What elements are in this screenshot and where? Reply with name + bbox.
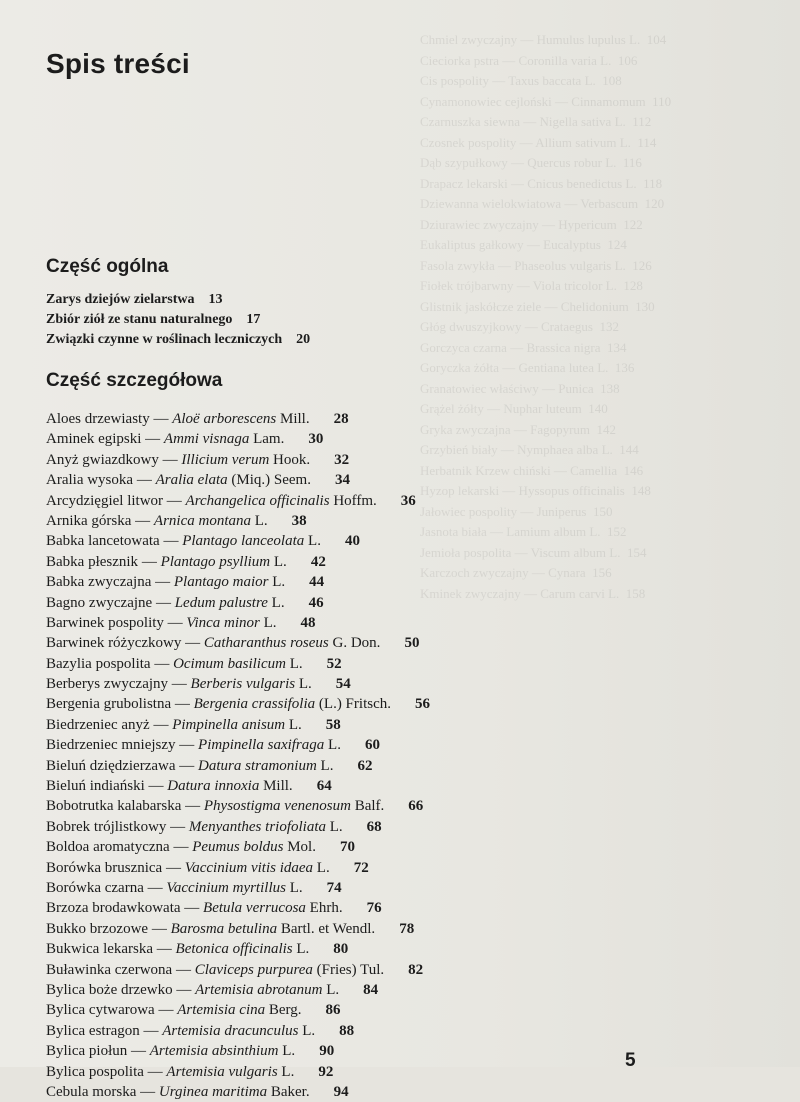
plant-author: Bartl. et Wendl. bbox=[280, 920, 376, 937]
plant-common-name: Biedrzeniec anyż bbox=[46, 716, 150, 733]
plant-latin-name: Artemisia vulgaris bbox=[166, 1063, 278, 1080]
plant-author: (Miq.) Seem. bbox=[231, 472, 311, 489]
plant-common-name: Berberys zwyczajny bbox=[46, 676, 169, 693]
plant-common-name: Borówka czarna bbox=[46, 879, 144, 896]
plant-page-number: 80 bbox=[333, 941, 349, 958]
plant-latin-name: Berberis vulgaris bbox=[190, 676, 296, 693]
plant-author: Mol. bbox=[287, 839, 316, 856]
plant-common-name: Anyż gwiazdkowy bbox=[46, 451, 159, 468]
plant-entry: Bieluń indiański — Datura innoxia Mill. 64 bbox=[46, 778, 332, 795]
plant-author: G. Don. bbox=[332, 635, 381, 652]
plant-entry: Boldoa aromatyczna — Peumus boldus Mol. 70 bbox=[46, 839, 355, 856]
bleed-through-text: Chmiel zwyczajny — Humulus lupulus L. 104 Cieciorka pstra — Coronilla varia L. 106 Cis pospolity — Taxus baccata L. 108 Cynamonowiec cejloński — Cinnamomum 110 Czarnuszka siewna — Nigella sativa L. 112 Czosnek pospolity — Allium sativum L. 114 Dąb szypułkowy — Quercus robur L. 116 Drapacz lekarski — Cnicus benedictus L. 118 Dziewanna wielokwiatowa — Verbascum 120 Dziurawiec zwyczajny — Hypericum 122 Eukaliptus gałkowy — Eucalyptus 124 Fasola zwykła — Phaseolus vulgaris L. 126 Fiołek trójbarwny — Viola tricolor L. 128 Glistnik jaskółcze ziele — Chelidonium 130 Głóg dwuszyjkowy — Crataegus 132 Gorczyca czarna — Brassica nigra 134 Goryczka żółta — Gentiana lutea L. 136 Granatowiec właściwy — Punica 138 Grążel żółty — Nuphar luteum 140 Gryka zwyczajna — Fagopyrum 142 Grzybień biały — Nymphaea alba L. 144 Herbatnik Krzew chiński — Camellia 146 Hyzop lekarski — Hyssopus officinalis 148 Jałowiec pospolity — Juniperus 150 Jasnota biała — Lamium album L. 152 Jemioła pospolita — Viscum album L. 154 Karczoch zwyczajny — Cynara 156 Kminek zwyczajny — Carum carvi L. 158 bbox=[420, 32, 672, 601]
plant-latin-name: Plantago maior bbox=[173, 574, 269, 591]
plant-author: Berg. bbox=[268, 1002, 302, 1019]
plant-latin-name: Claviceps purpurea bbox=[194, 961, 313, 978]
plant-common-name: Babka lancetowata bbox=[46, 533, 160, 550]
plant-entry: Bylica piołun — Artemisia absinthium L. 90 bbox=[46, 1043, 335, 1060]
plant-entry: Bylica cytwarowa — Artemisia cina Berg. 86 bbox=[46, 1002, 341, 1019]
plant-entry: Aminek egipski — Ammi visnaga Lam. 30 bbox=[46, 431, 324, 448]
plant-page-number: 64 bbox=[316, 778, 332, 795]
plant-author: L. bbox=[254, 512, 268, 529]
plant-page-number: 54 bbox=[335, 676, 351, 693]
plant-common-name: Bobotrutka kalabarska bbox=[46, 798, 182, 815]
plant-common-name: Bergenia grubolistna bbox=[46, 696, 172, 713]
plant-entry: Arcydzięgiel litwor — Archangelica officinalis Hoffm. 36 bbox=[46, 492, 416, 509]
plant-entry: Barwinek różyczkowy — Catharanthus roseus G. Don. 50 bbox=[46, 635, 420, 652]
plant-entry: Bukko brzozowe — Barosma betulina Bartl. et Wendl. 78 bbox=[46, 920, 415, 937]
plant-page-number: 28 bbox=[333, 411, 349, 427]
plant-page-number: 32 bbox=[334, 451, 350, 468]
plant-entry: Bylica estragon — Artemisia dracunculus L. 88 bbox=[46, 1022, 355, 1039]
plant-author: L. bbox=[272, 574, 286, 591]
plant-latin-name: Catharanthus roseus bbox=[203, 635, 329, 652]
plant-common-name: Bobrek trójlistkowy bbox=[46, 818, 167, 835]
plant-latin-name: Artemisia abrotanum bbox=[195, 981, 323, 998]
plant-common-name: Babka zwyczajna bbox=[46, 574, 152, 591]
plant-author: L. bbox=[296, 941, 310, 958]
plant-author: L. bbox=[308, 533, 321, 550]
plant-page-number: 74 bbox=[326, 879, 342, 896]
plant-entry: Bylica boże drzewko — Artemisia abrotanum L. 84 bbox=[46, 981, 379, 998]
plant-page-number: 72 bbox=[353, 859, 369, 876]
plant-latin-name: Datura innoxia bbox=[167, 778, 260, 795]
plant-latin-name: Vinca minor bbox=[186, 614, 260, 631]
plant-latin-name: Plantago psyllium bbox=[160, 553, 271, 570]
plant-author: Balf. bbox=[354, 798, 385, 815]
plant-entry: Bukwica lekarska — Betonica officinalis L. 80 bbox=[46, 941, 349, 958]
plant-latin-name: Archangelica officinalis bbox=[185, 492, 330, 509]
plant-latin-name: Pimpinella anisum bbox=[172, 716, 286, 733]
plant-entry: Berberys zwyczajny — Berberis vulgaris L. 54 bbox=[46, 676, 351, 693]
plant-entry: Borówka brusznica — Vaccinium vitis idaea L. 72 bbox=[46, 859, 369, 876]
section-heading-general: Część ogólna bbox=[46, 256, 169, 277]
plant-author: L. bbox=[289, 879, 303, 896]
toc-entry-page: 20 bbox=[296, 332, 311, 347]
plant-entry: Brzoza brodawkowata — Betula verrucosa Ehrh. 76 bbox=[46, 900, 382, 917]
plant-author: L. bbox=[298, 676, 312, 693]
plant-latin-name: Arnica montana bbox=[153, 512, 251, 529]
plant-entry: Anyż gwiazdkowy — Illicium verum Hook. 32 bbox=[46, 451, 350, 468]
plant-page-number: 34 bbox=[334, 472, 350, 489]
toc-entry-title: Zarys dziejów zielarstwa bbox=[46, 292, 195, 307]
plant-common-name: Cebula morska bbox=[46, 1083, 137, 1100]
plant-entry: Bergenia grubolistna — Bergenia crassifolia (L.) Fritsch. 56 bbox=[46, 696, 430, 713]
plant-common-name: Bylica piołun bbox=[46, 1043, 128, 1060]
plant-common-name: Aminek egipski bbox=[46, 431, 142, 448]
plant-entry: Barwinek pospolity — Vinca minor L. 48 bbox=[46, 614, 316, 631]
plant-latin-name: Ledum palustre bbox=[174, 594, 268, 611]
plant-latin-name: Menyanthes triofoliata bbox=[188, 818, 326, 835]
plant-common-name: Barwinek pospolity bbox=[46, 614, 164, 631]
plant-entry: Bylica pospolita — Artemisia vulgaris L. 92 bbox=[46, 1063, 334, 1080]
plant-entry: Bazylia pospolita — Ocimum basilicum L. 52 bbox=[46, 655, 342, 672]
plant-common-name: Bylica pospolita bbox=[46, 1063, 144, 1080]
plant-entry: Borówka czarna — Vaccinium myrtillus L. 74 bbox=[46, 879, 342, 896]
plant-latin-name: Bergenia crassifolia bbox=[193, 696, 316, 713]
plant-common-name: Barwinek różyczkowy bbox=[46, 635, 182, 652]
plant-latin-name: Vaccinium vitis idaea bbox=[184, 859, 314, 876]
plant-common-name: Bagno zwyczajne bbox=[46, 594, 153, 611]
plant-latin-name: Vaccinium myrtillus bbox=[166, 879, 286, 896]
plant-entry: Bobotrutka kalabarska — Physostigma venenosum Balf. 66 bbox=[46, 798, 424, 815]
plant-author: Hook. bbox=[273, 451, 311, 468]
plant-page-number: 56 bbox=[414, 696, 430, 713]
plant-author: L. bbox=[263, 614, 277, 631]
plant-author: L. bbox=[273, 553, 287, 570]
plant-common-name: Brzoza brodawkowata bbox=[46, 900, 181, 917]
plant-author: L. bbox=[326, 981, 340, 998]
detailed-toc-list bbox=[46, 409, 430, 1102]
plant-latin-name: Physostigma venenosum bbox=[203, 798, 351, 815]
plant-latin-name: Betonica officinalis bbox=[175, 941, 293, 958]
plant-common-name: Babka płesznik bbox=[46, 553, 139, 570]
toc-entry-title: Związki czynne w roślinach leczniczych bbox=[46, 332, 283, 347]
plant-author: L. bbox=[288, 716, 302, 733]
plant-common-name: Bylica cytwarowa bbox=[46, 1002, 155, 1019]
plant-common-name: Arcydzięgiel litwor bbox=[46, 492, 164, 509]
plant-author: L. bbox=[281, 1063, 295, 1080]
plant-latin-name: Urginea maritima bbox=[158, 1083, 268, 1100]
plant-author: Ehrh. bbox=[309, 900, 343, 917]
plant-common-name: Bukko brzozowe bbox=[46, 920, 149, 937]
plant-latin-name: Artemisia dracunculus bbox=[162, 1022, 299, 1039]
plant-page-number: 48 bbox=[300, 614, 316, 631]
toc-entry bbox=[46, 310, 310, 330]
plant-page-number: 84 bbox=[363, 981, 379, 998]
plant-author: L. bbox=[302, 1022, 316, 1039]
plant-latin-name: Datura stramonium bbox=[198, 757, 317, 774]
plant-entry: Babka lancetowata — Plantago lanceolata L. 40 bbox=[46, 533, 360, 550]
plant-page-number: 76 bbox=[366, 900, 382, 917]
plant-page-number: 38 bbox=[291, 512, 307, 529]
plant-page-number: 78 bbox=[399, 920, 415, 937]
plant-latin-name: Ammi visnaga bbox=[163, 431, 250, 448]
plant-page-number: 58 bbox=[325, 716, 341, 733]
plant-entry: Aloes drzewiasty — Aloë arborescens Mill. 28 bbox=[46, 411, 349, 427]
plant-entry: Bieluń dziędzierzawa — Datura stramonium L. 62 bbox=[46, 757, 373, 774]
plant-common-name: Biedrzeniec mniejszy bbox=[46, 737, 176, 754]
plant-latin-name: Aloë arborescens bbox=[172, 411, 277, 427]
plant-latin-name: Plantago lanceolata bbox=[182, 533, 305, 550]
plant-latin-name: Artemisia absinthium bbox=[149, 1043, 279, 1060]
plant-author: L. bbox=[329, 818, 343, 835]
page-title: Spis treści bbox=[46, 48, 190, 79]
plant-common-name: Buławinka czerwona bbox=[46, 961, 173, 978]
plant-latin-name: Artemisia cina bbox=[177, 1002, 266, 1019]
plant-author: Hoffm. bbox=[333, 492, 377, 509]
plant-page-number: 66 bbox=[408, 798, 424, 815]
plant-author: L. bbox=[328, 737, 341, 754]
general-toc-list bbox=[46, 290, 310, 350]
plant-common-name: Borówka brusznica bbox=[46, 859, 163, 876]
plant-common-name: Bukwica lekarska bbox=[46, 941, 154, 958]
plant-entry: Bobrek trójlistkowy — Menyanthes triofoliata L. 68 bbox=[46, 818, 382, 835]
plant-common-name: Bieluń indiański bbox=[46, 778, 145, 795]
plant-page-number: 46 bbox=[308, 594, 324, 611]
plant-page-number: 88 bbox=[339, 1022, 355, 1039]
plant-latin-name: Peumus boldus bbox=[192, 839, 284, 856]
plant-page-number: 86 bbox=[325, 1002, 341, 1019]
toc-entry bbox=[46, 290, 310, 310]
plant-page-number: 62 bbox=[357, 757, 373, 774]
plant-author: L. bbox=[289, 655, 303, 672]
plant-latin-name: Ocimum basilicum bbox=[173, 655, 286, 672]
plant-entry: Aralia wysoka — Aralia elata (Miq.) Seem. 34 bbox=[46, 472, 350, 489]
plant-author: (Fries) Tul. bbox=[316, 961, 385, 978]
plant-author: L. bbox=[282, 1043, 296, 1060]
plant-entry: Babka płesznik — Plantago psyllium L. 42 bbox=[46, 553, 326, 570]
plant-entry: Biedrzeniec anyż — Pimpinella anisum L. 58 bbox=[46, 716, 341, 733]
plant-page-number: 90 bbox=[319, 1043, 335, 1060]
plant-page-number: 36 bbox=[400, 492, 416, 509]
plant-common-name: Bazylia pospolita bbox=[46, 655, 151, 672]
toc-entry-page: 17 bbox=[246, 312, 261, 327]
plant-page-number: 30 bbox=[308, 431, 324, 448]
plant-common-name: Arnika górska bbox=[46, 512, 132, 529]
plant-author: Lam. bbox=[253, 431, 285, 448]
plant-latin-name: Illicium verum bbox=[181, 451, 270, 468]
plant-latin-name: Aralia elata bbox=[155, 472, 228, 489]
plant-author: L. bbox=[271, 594, 285, 611]
plant-author: L. bbox=[320, 757, 334, 774]
plant-page-number: 68 bbox=[366, 818, 382, 835]
plant-page-number: 42 bbox=[310, 553, 326, 570]
plant-page-number: 60 bbox=[364, 737, 380, 754]
plant-latin-name: Pimpinella saxifraga bbox=[198, 737, 325, 754]
plant-entry: Arnika górska — Arnica montana L. 38 bbox=[46, 512, 307, 529]
plant-entry: Babka zwyczajna — Plantago maior L. 44 bbox=[46, 574, 325, 591]
plant-author: (L.) Fritsch. bbox=[318, 696, 391, 713]
plant-common-name: Bylica estragon bbox=[46, 1022, 140, 1039]
toc-entry bbox=[46, 330, 310, 350]
plant-common-name: Aloes drzewiasty bbox=[46, 411, 150, 427]
plant-page-number: 92 bbox=[318, 1063, 334, 1080]
plant-page-number: 40 bbox=[344, 533, 360, 550]
plant-author: Mill. bbox=[279, 411, 310, 427]
plant-page-number: 82 bbox=[408, 961, 424, 978]
plant-common-name: Aralia wysoka bbox=[46, 472, 134, 489]
plant-common-name: Bieluń dziędzierzawa bbox=[46, 757, 176, 774]
plant-page-number: 44 bbox=[309, 574, 325, 591]
section-heading-detailed: Część szczegółowa bbox=[46, 370, 223, 391]
toc-entry-page: 13 bbox=[208, 292, 223, 307]
plant-page-number: 94 bbox=[333, 1083, 349, 1100]
plant-entry: Buławinka czerwona — Claviceps purpurea (Fries) Tul. 82 bbox=[46, 961, 424, 978]
toc-entry-title: Zbiór ziół ze stanu naturalnego bbox=[46, 312, 233, 327]
plant-common-name: Bylica boże drzewko bbox=[46, 981, 173, 998]
plant-latin-name: Barosma betulina bbox=[170, 920, 278, 937]
plant-page-number: 52 bbox=[326, 655, 342, 672]
plant-page-number: 50 bbox=[404, 635, 420, 652]
plant-author: Mill. bbox=[263, 778, 293, 795]
plant-common-name: Boldoa aromatyczna bbox=[46, 839, 170, 856]
plant-entry: Cebula morska — Urginea maritima Baker. 94 bbox=[46, 1083, 349, 1100]
plant-author: Baker. bbox=[270, 1083, 310, 1100]
plant-entry: Biedrzeniec mniejszy — Pimpinella saxifraga L. 60 bbox=[46, 737, 380, 754]
plant-entry: Bagno zwyczajne — Ledum palustre L. 46 bbox=[46, 594, 324, 611]
page-number: 5 bbox=[625, 1050, 636, 1071]
plant-author: L. bbox=[316, 859, 330, 876]
plant-latin-name: Betula verrucosa bbox=[203, 900, 306, 917]
plant-page-number: 70 bbox=[339, 839, 355, 856]
